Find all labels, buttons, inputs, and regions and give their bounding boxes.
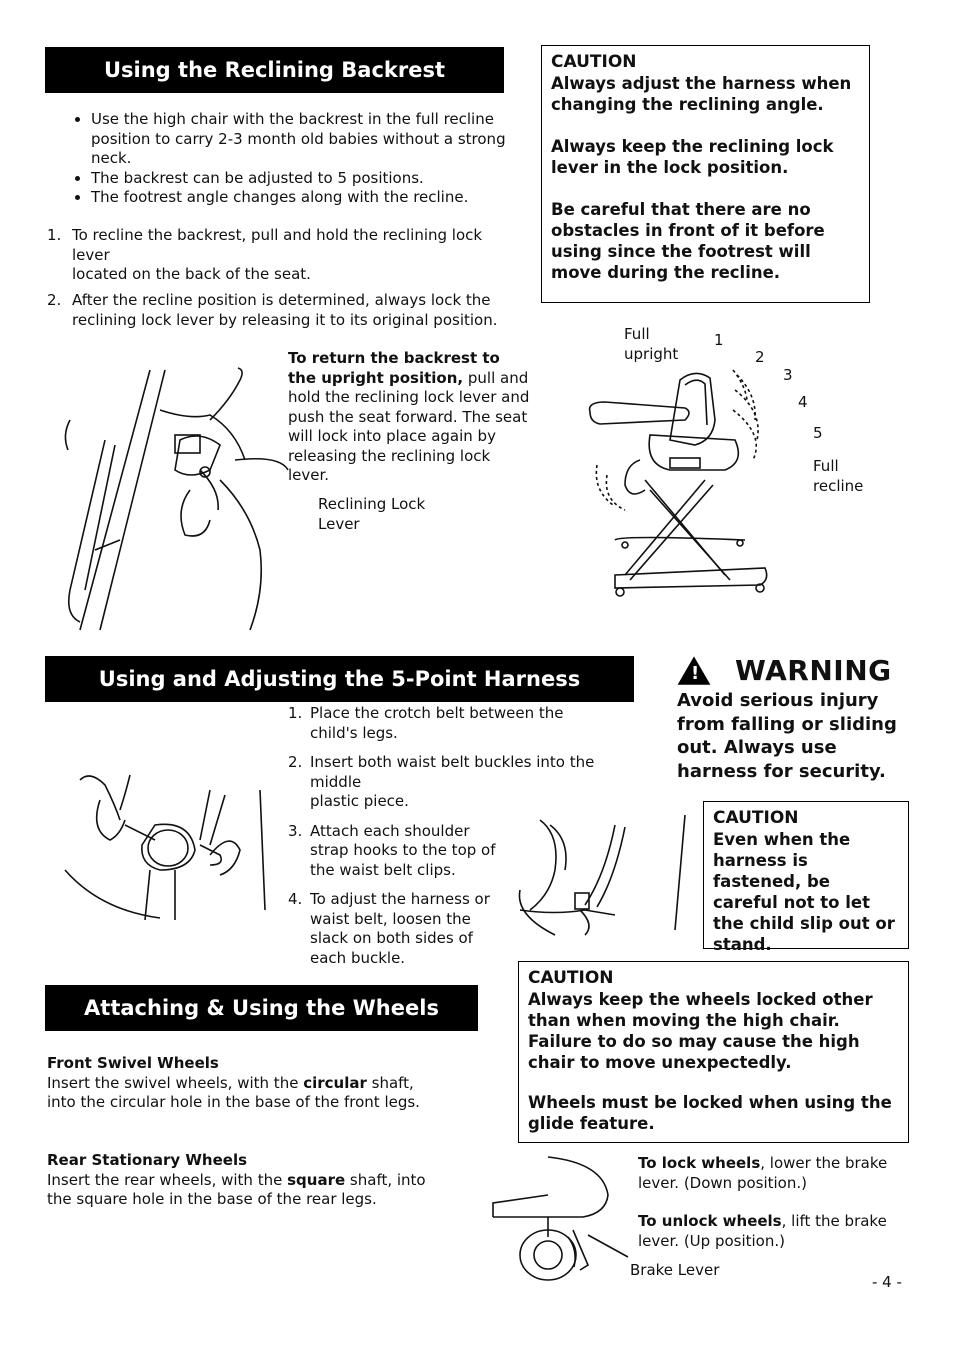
full-upright-label: Full upright — [624, 325, 679, 363]
front-wheels-text: Insert the swivel wheels, with the — [47, 1073, 304, 1092]
caution-text: Be careful that there are no obstacles in front of it before using since the footrest will move during the recline. — [551, 200, 825, 282]
full-recline-label: Full recline — [813, 457, 864, 495]
wheels-header: Attaching & Using the Wheels — [45, 985, 478, 1031]
wheel-brake-illustration — [488, 1155, 633, 1285]
rear-wheels-square: square — [287, 1170, 346, 1189]
warning-block — [677, 654, 907, 783]
harness-step-2: 2. Insert both waist belt buckles into the middle plastic piece. — [288, 753, 613, 812]
rear-wheels-text: Insert the rear wheels, with the — [47, 1170, 288, 1189]
rear-wheels-text-c: shaft, into the square hole in the base of the rear legs. — [47, 1170, 426, 1208]
caution-text: Even when the harness is fastened, be careful not to let the child slip out or stand. — [713, 830, 895, 954]
caution-title: CAUTION — [528, 968, 614, 988]
harness-step-3: 3. Attach each shoulder strap hooks to the top of the waist belt clips. — [288, 822, 508, 881]
brake-lever-label: Brake Lever — [630, 1261, 720, 1279]
position-1-label: 1 — [714, 331, 724, 349]
harness-step-1: 1. Place the crotch belt between the child's legs. — [288, 704, 613, 743]
recline-bullet: • Use the high chair with the backrest in the full recline position to carry 2-3 month old babies without a strong neck. — [91, 110, 535, 169]
recline-bullet: • The footrest angle changes along with the recline. — [91, 188, 535, 208]
harness-step-1-text: Place the crotch belt between the child's legs. — [310, 704, 564, 742]
lock-wheels-text — [638, 1154, 908, 1193]
caution-text: Always adjust the harness when changing the reclining angle. — [551, 74, 852, 114]
harness-step-3-text: Attach each shoulder strap hooks to the top of the waist belt clips. — [310, 821, 496, 879]
recline-bullets — [45, 110, 535, 208]
rear-wheels-block — [47, 1151, 447, 1210]
step-number: 1. — [47, 226, 62, 244]
harness-buckle-illustration — [60, 770, 270, 930]
position-2-label: 2 — [755, 348, 765, 366]
caution-title: CAUTION — [551, 52, 637, 72]
position-5-label: 5 — [813, 424, 823, 442]
harness-step-2-text: Insert both waist belt buckles into the middle — [310, 753, 595, 791]
caution-text: Always keep the wheels locked other than when moving the high chair. Failure to do so may cause the high chair to move unexpectedly. — [528, 990, 873, 1072]
recline-header: Using the Reclining Backrest — [45, 47, 504, 93]
page-number: - 4 - — [872, 1273, 902, 1291]
front-wheels-text-c: shaft, into the circular hole in the base of the front legs. — [47, 1073, 420, 1111]
harness-step-4-text: To adjust the harness or waist belt, loosen the slack on both sides of each buckle. — [310, 890, 490, 967]
caution-box-recline — [541, 45, 870, 303]
recline-bullet: • The backrest can be adjusted to 5 positions. — [91, 169, 535, 189]
unlock-wheels-text — [638, 1212, 908, 1251]
front-wheels-block — [47, 1054, 432, 1113]
caution-text: Always keep the reclining lock lever in the lock position. — [551, 137, 834, 177]
position-3-label: 3 — [783, 366, 793, 384]
unlock-wheels-bold: To unlock wheels — [638, 1212, 782, 1230]
warning-title: WARNING — [735, 654, 892, 687]
front-wheels-circular: circular — [303, 1073, 367, 1092]
caution-box-wheels — [518, 961, 909, 1143]
recline-step-1-text: To recline the backrest, pull and hold the reclining lock lever — [72, 226, 483, 264]
recline-step-2-text: After the recline position is determined, always lock the reclining lock lever by releasing it to its original position. — [72, 291, 498, 329]
recline-step-1 — [47, 226, 517, 285]
warning-text: Avoid serious injury from falling or sliding out. Always use harness for security. — [677, 690, 897, 782]
front-wheels-title: Front Swivel Wheels — [47, 1054, 219, 1072]
shoulder-strap-illustration — [515, 815, 695, 940]
position-4-label: 4 — [798, 393, 808, 411]
return-upright-text — [288, 349, 533, 486]
reclining-lever-illustration — [60, 360, 290, 635]
warning-symbol: ! — [691, 663, 700, 684]
caution-text: Wheels must be locked when using the glide feature. — [528, 1093, 892, 1133]
return-upright-rest: pull and hold the reclining lock lever and push the seat forward. The seat will lock into place again by releasing the reclining lock lever. — [288, 368, 530, 484]
step-number: 2. — [47, 291, 62, 309]
recline-step-1-text-b: located on the back of the seat. — [72, 265, 311, 283]
caution-box-harness — [703, 801, 909, 954]
lock-wheels-bold: To lock wheels — [638, 1154, 761, 1172]
caution-title: CAUTION — [713, 808, 799, 828]
high-chair-recline-illustration — [585, 340, 775, 600]
rear-wheels-title: Rear Stationary Wheels — [47, 1151, 248, 1169]
return-upright-bold: To return the backrest to the upright position, — [288, 349, 500, 387]
harness-step-4: 4. To adjust the harness or waist belt, loosen the slack on both sides of each buckle. — [288, 890, 508, 968]
unlock-wheels-rest: , lift the brake lever. (Up position.) — [638, 1212, 887, 1250]
harness-step-2-text-b: plastic piece. — [310, 792, 409, 810]
recline-step-2 — [47, 291, 522, 330]
reclining-lock-lever-label: Reclining Lock Lever — [318, 495, 426, 533]
lock-wheels-rest: , lower the brake lever. (Down position.) — [638, 1154, 888, 1192]
harness-header: Using and Adjusting the 5-Point Harness — [45, 656, 634, 702]
